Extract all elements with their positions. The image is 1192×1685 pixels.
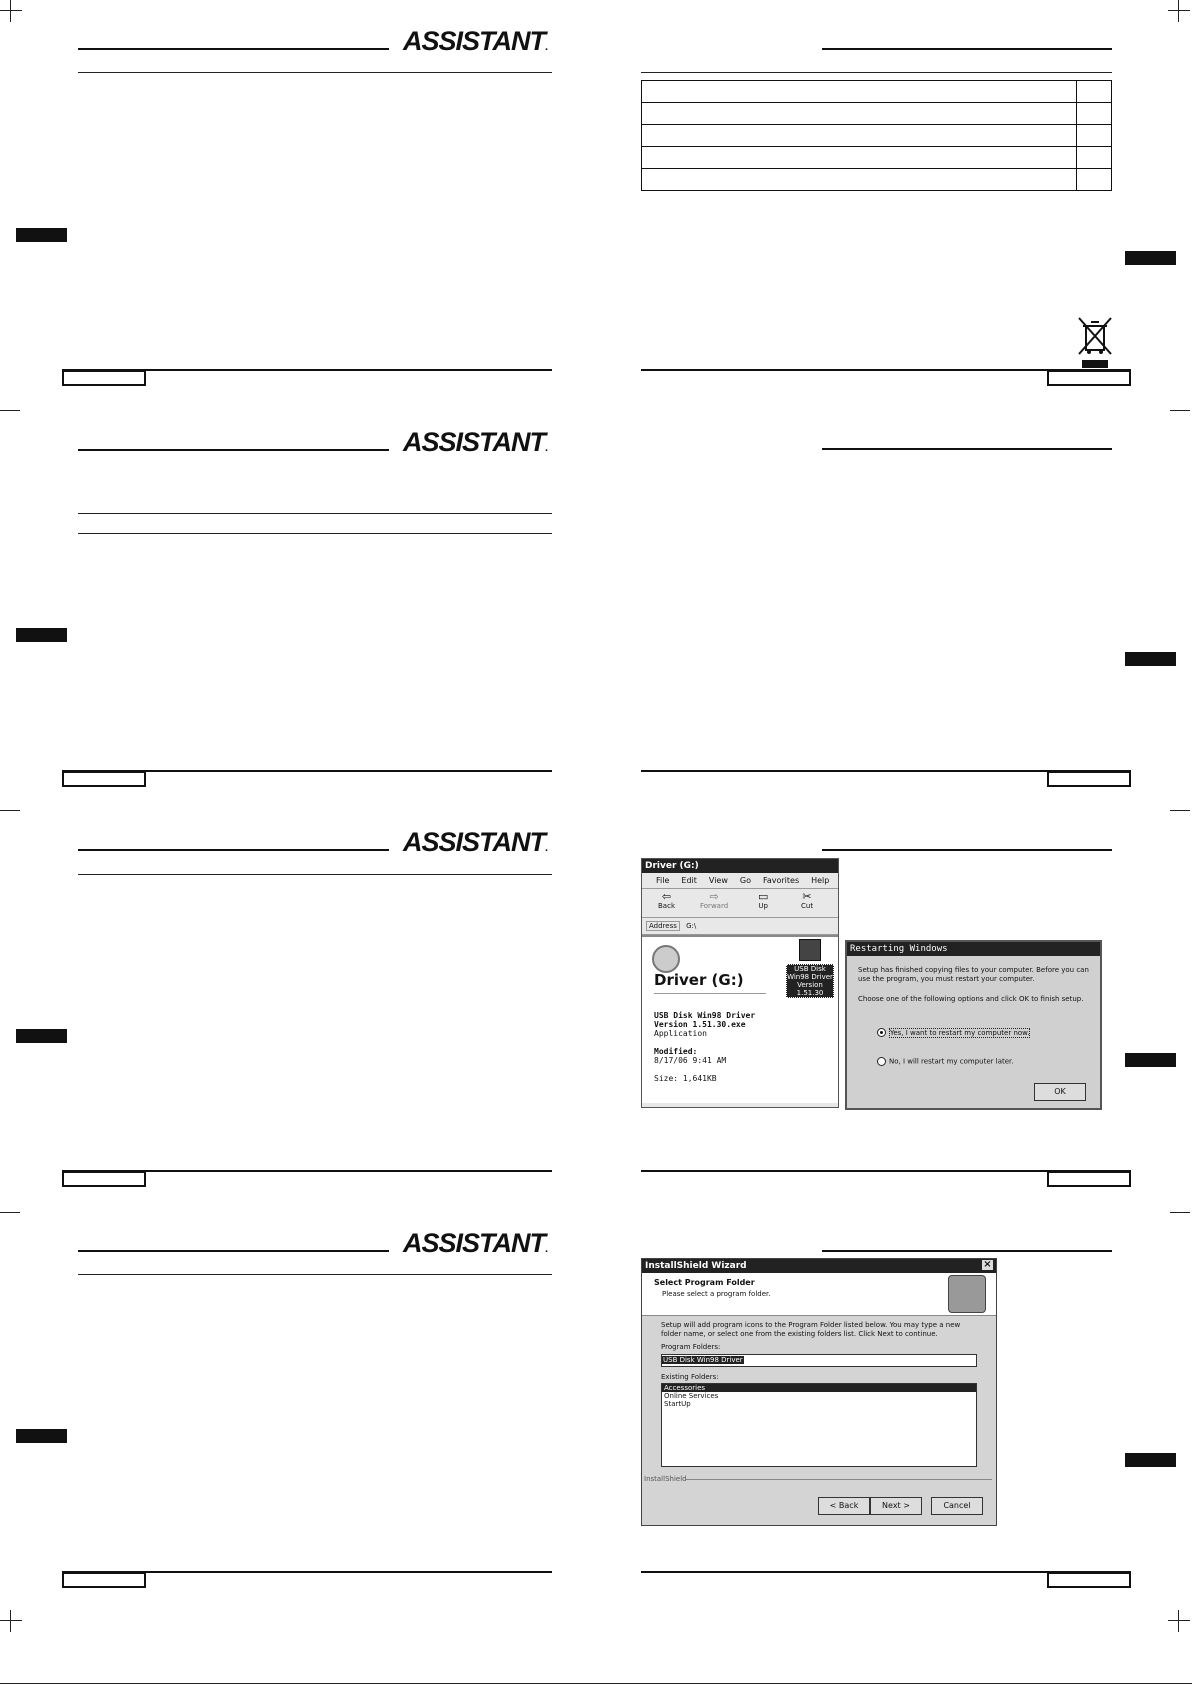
fold-mark bbox=[0, 1212, 20, 1213]
table-row bbox=[642, 81, 1112, 103]
header-rule bbox=[78, 1250, 389, 1252]
table-row bbox=[642, 125, 1112, 147]
drive-heading-rule bbox=[654, 993, 766, 994]
list-item[interactable]: Online Services bbox=[664, 1392, 719, 1400]
menu-help[interactable]: Help bbox=[811, 876, 830, 885]
section-rule bbox=[78, 513, 552, 514]
restart-dialog-titlebar: Restarting Windows bbox=[847, 942, 1100, 956]
language-tab bbox=[1125, 1053, 1176, 1067]
folder-up-icon: ▭ bbox=[758, 890, 769, 903]
wizard-heading: Select Program Folder bbox=[654, 1278, 755, 1287]
program-folders-label: Program Folders: bbox=[661, 1343, 721, 1351]
header-underline bbox=[78, 1274, 552, 1275]
drive-heading: Driver (G:) bbox=[654, 971, 744, 989]
fold-mark bbox=[0, 810, 20, 811]
fold-mark bbox=[0, 410, 20, 411]
ok-button[interactable]: OK bbox=[1034, 1083, 1086, 1101]
cancel-button[interactable]: Cancel bbox=[931, 1497, 983, 1515]
file-size: Size: 1,641KB bbox=[654, 1074, 717, 1083]
header-underline bbox=[78, 874, 552, 875]
explorer-titlebar: Driver (G:) bbox=[642, 859, 838, 873]
header-rule bbox=[822, 1250, 1112, 1252]
disk-icon bbox=[652, 945, 680, 973]
forward-arrow-icon: ⇨ bbox=[709, 890, 719, 903]
weee-recycle-icon bbox=[1077, 316, 1113, 370]
wizard-subheading: Please select a program folder. bbox=[662, 1290, 771, 1298]
installer-caption: USB Disk Win98 Driver Version 1.51.30 bbox=[787, 965, 833, 997]
brand-logo: ASSISTANT. bbox=[403, 427, 548, 457]
file-name-version: Version 1.51.30.exe bbox=[654, 1020, 746, 1029]
table-row bbox=[642, 147, 1112, 169]
restart-now-option[interactable]: Yes, I want to restart my computer now. bbox=[877, 1028, 1030, 1037]
brand-logo: ASSISTANT. bbox=[403, 26, 548, 56]
radio-selected-icon bbox=[877, 1028, 886, 1037]
page-number-box bbox=[62, 1572, 146, 1588]
modified-label: Modified: bbox=[654, 1047, 698, 1056]
radio-empty-icon bbox=[877, 1057, 886, 1066]
explorer-toolbar bbox=[642, 889, 838, 918]
modified-value: 8/17/06 9:41 AM bbox=[654, 1056, 727, 1065]
fold-mark bbox=[1170, 810, 1190, 811]
installer-icon bbox=[799, 939, 821, 961]
list-item[interactable]: StartUp bbox=[664, 1400, 691, 1408]
header-underline bbox=[78, 72, 552, 73]
page-number-box bbox=[62, 771, 146, 787]
page-number-box bbox=[1047, 771, 1131, 787]
installer-computer-icon bbox=[948, 1275, 986, 1313]
language-tab bbox=[16, 228, 67, 242]
language-tab bbox=[1125, 652, 1176, 666]
explorer-window bbox=[641, 858, 839, 1108]
header-rule bbox=[822, 849, 1112, 851]
restart-dialog bbox=[845, 940, 1102, 1110]
menu-favorites[interactable]: Favorites bbox=[762, 876, 800, 885]
language-tab bbox=[16, 1029, 67, 1043]
contents-table bbox=[641, 80, 1112, 191]
page-number-box bbox=[1047, 1572, 1131, 1588]
installshield-window bbox=[641, 1258, 997, 1526]
brand-logo: ASSISTANT. bbox=[403, 1228, 548, 1258]
up-button[interactable]: ▭ Up bbox=[758, 890, 769, 910]
list-item[interactable]: Accessories bbox=[662, 1384, 976, 1392]
restart-instruction: Choose one of the following options and click OK to finish setup. bbox=[858, 995, 1084, 1003]
explorer-menu bbox=[642, 873, 838, 889]
back-arrow-icon: ⇦ bbox=[661, 890, 672, 903]
restart-later-option[interactable]: No, I will restart my computer later. bbox=[877, 1057, 1014, 1066]
file-name: USB Disk Win98 Driver bbox=[654, 1011, 756, 1020]
brand-logo: ASSISTANT. bbox=[403, 827, 548, 857]
menu-go[interactable]: Go bbox=[739, 876, 751, 885]
page-number-box bbox=[62, 370, 146, 386]
next-button[interactable]: Next > bbox=[870, 1497, 922, 1515]
explorer-content bbox=[642, 935, 838, 1103]
wizard-header bbox=[642, 1273, 996, 1316]
header-rule bbox=[78, 449, 389, 451]
existing-folders-list[interactable] bbox=[661, 1383, 977, 1467]
page-number-box bbox=[1047, 1171, 1131, 1187]
restart-message: Setup has finished copying files to your computer. Before you can use the program, you must restart your computer. bbox=[858, 966, 1089, 983]
address-label: Address bbox=[646, 921, 680, 931]
bottom-trim-line bbox=[0, 1683, 1192, 1684]
close-icon[interactable]: × bbox=[983, 1259, 992, 1270]
menu-file[interactable]: File bbox=[656, 876, 670, 885]
language-tab bbox=[16, 628, 67, 642]
wizard-description: Setup will add program icons to the Program Folder listed below. You may type a new folder name, or select one from the existing folders list. Click Next to continue. bbox=[661, 1321, 961, 1338]
cut-button[interactable]: ✂ Cut bbox=[801, 890, 814, 910]
address-bar bbox=[642, 918, 838, 935]
table-row bbox=[642, 103, 1112, 125]
table-row bbox=[642, 169, 1112, 191]
back-button[interactable]: ⇦ Back bbox=[658, 890, 675, 910]
address-input[interactable]: G:\ bbox=[686, 922, 697, 930]
language-tab bbox=[16, 1429, 67, 1443]
header-rule bbox=[78, 849, 389, 851]
scissors-icon: ✂ bbox=[802, 890, 812, 903]
page-number-box bbox=[1047, 370, 1131, 386]
footer-separator bbox=[686, 1479, 992, 1480]
file-info bbox=[654, 1011, 755, 1083]
menu-edit[interactable]: Edit bbox=[681, 876, 697, 885]
forward-button[interactable]: ⇨ Forward bbox=[700, 890, 729, 910]
header-rule bbox=[822, 48, 1112, 50]
installer-file-item[interactable] bbox=[786, 939, 834, 998]
section-rule bbox=[78, 533, 552, 534]
program-folder-input[interactable]: USB Disk Win98 Driver bbox=[661, 1354, 977, 1367]
page-number-box bbox=[62, 1171, 146, 1187]
menu-view[interactable]: View bbox=[708, 876, 728, 885]
back-button[interactable]: < Back bbox=[818, 1497, 870, 1515]
language-tab bbox=[1125, 1453, 1176, 1467]
file-type: Application bbox=[654, 1029, 707, 1038]
header-rule bbox=[822, 448, 1112, 450]
fold-mark bbox=[1170, 1212, 1190, 1213]
fold-mark bbox=[1170, 410, 1190, 411]
header-underline bbox=[641, 72, 1112, 73]
header-rule bbox=[78, 48, 389, 50]
existing-folders-label: Existing Folders: bbox=[661, 1373, 719, 1381]
installshield-titlebar: InstallShield Wizard × bbox=[642, 1259, 996, 1273]
installshield-footer-label: InstallShield bbox=[644, 1475, 687, 1483]
language-tab bbox=[1125, 251, 1176, 265]
